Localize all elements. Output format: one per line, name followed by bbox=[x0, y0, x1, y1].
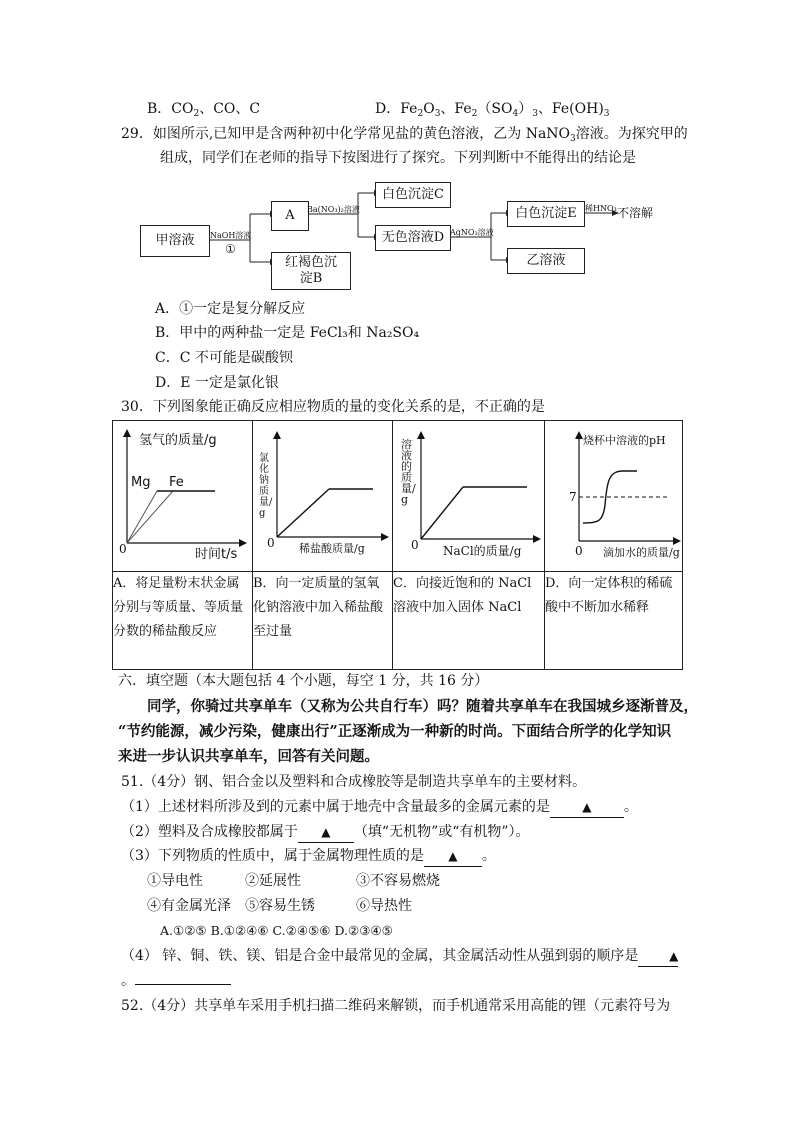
flow-box-a: A bbox=[271, 201, 309, 231]
graph-c-origin: 0 bbox=[411, 538, 419, 552]
graph-a-xlabel: 时间t/s bbox=[195, 547, 238, 562]
q51-blank-1[interactable]: ▲ bbox=[550, 797, 624, 818]
caption-d: D．向一定体积的稀硫酸中不断加水稀释 bbox=[545, 572, 683, 670]
graph-a-origin: 0 bbox=[119, 542, 127, 556]
graph-b-xlabel: 稀盐酸质量/g bbox=[299, 542, 365, 555]
q51-opt-4: ④有金属光泽 bbox=[147, 898, 231, 914]
q29-option-b: B．甲中的两种盐一定是 FeCl₃和 Na₂SO₄ bbox=[155, 325, 420, 341]
section-6-title: 六．填空题（本大题包括 4 个小题，每空 1 分，共 16 分） bbox=[118, 673, 489, 689]
q28-option-d: D．$Fe_2O_3$、$Fe_2(SO_4)_3$、$Fe(OH)_3$ bbox=[375, 101, 610, 119]
graph-a-fe: Fe bbox=[169, 475, 184, 490]
q52-stem: 52.（4分）共享单车采用手机扫描二维码来解锁，而手机通常采用高能的锂（元素符号为 bbox=[121, 998, 671, 1014]
section-6-intro-1: 同学，你骑过共享单车（又称为公共自行车）吗？随着共享单车在我国城乡逐渐普及， bbox=[147, 698, 698, 715]
label-circle-1: ① bbox=[225, 242, 236, 256]
graph-d-seven: 7 bbox=[569, 490, 577, 504]
flow-box-jia: 甲溶液 bbox=[140, 225, 210, 257]
graph-cell-d bbox=[545, 421, 683, 572]
label-hno3: 稀HNO₃ bbox=[585, 204, 617, 213]
section-6-intro-2: “节约能源，减少污染，健康出行”正逐渐成为一种新的时尚。下面结合所学的化学知识 bbox=[118, 723, 672, 740]
q51-part1: （1）上述材料所涉及到的元素中属于地壳中含量最多的金属元素的是 ▲ 。 bbox=[121, 797, 638, 818]
q30-stem: 30．下列图象能正确反应相应物质的量的变化关系的是，不正确的是 bbox=[121, 399, 545, 415]
flow-box-yi: 乙溶液 bbox=[507, 248, 585, 274]
q51-part2: （2）塑料及合成橡胶都属于 ▲ （填“无机物”或“有机物”）。 bbox=[121, 822, 530, 843]
caption-b: B．向一定质量的氢氧化钠溶液中加入稀盐酸至过量 bbox=[253, 572, 393, 670]
graph-cell-b bbox=[253, 421, 393, 572]
q29-stem-line1: 29．如图所示,已知甲是含两种初中化学常见盐的黄色溶液，乙为 NaNO$_3$溶液。为探究甲的 bbox=[121, 126, 688, 144]
graph-c-xlabel: NaCl的质量/g bbox=[443, 544, 522, 558]
graph-b-ylabel: 氯化钠质量/g bbox=[259, 453, 273, 519]
graph-a-ylabel: 氢气的质量/g bbox=[139, 433, 217, 448]
section-6-intro-3: 来进一步认识共享单车，回答有关问题。 bbox=[118, 748, 379, 765]
q51-opt-5: ⑤容易生锈 bbox=[245, 898, 315, 914]
q51-stem: 51.（4分）钢、铝合金以及塑料和合成橡胶等是制造共享单车的主要材料。 bbox=[121, 774, 587, 790]
flow-box-c: 白色沉淀C bbox=[375, 182, 451, 208]
q28-option-b: B．$CO_2$、CO、C bbox=[147, 101, 261, 119]
graph-a-mg: Mg bbox=[131, 475, 151, 490]
q51-opt-3: ③不容易燃烧 bbox=[356, 873, 440, 889]
q29-option-a: A．①一定是复分解反应 bbox=[155, 301, 306, 317]
q29-option-c: C．C 不可能是碳酸钡 bbox=[155, 350, 293, 366]
q51-opt-1: ①导电性 bbox=[147, 873, 203, 889]
q29-stem-line2: 组成，同学们在老师的指导下按图进行了探究。下列判断中不能得出的结论是 bbox=[160, 150, 636, 166]
q51-part4-cont: 。 bbox=[121, 971, 231, 991]
graph-d-xlabel: 滴加水的质量/g bbox=[603, 546, 680, 559]
q30-options-table bbox=[112, 420, 683, 670]
label-naoh: NaOH溶液 bbox=[210, 231, 252, 240]
q51-blank-4-cont[interactable] bbox=[135, 984, 231, 985]
q29-flow-arrows bbox=[0, 0, 794, 300]
q51-blank-2[interactable]: ▲ bbox=[298, 822, 354, 843]
q51-blank-3[interactable]: ▲ bbox=[424, 846, 482, 867]
flow-box-e: 白色沉淀E bbox=[507, 201, 585, 227]
label-ba-nitrate: Ba(NO₃)₂溶液 bbox=[307, 205, 360, 214]
q51-opt-6: ⑥导热性 bbox=[356, 898, 412, 914]
label-silver-nitrate: AgNO₃溶液 bbox=[450, 228, 494, 237]
label-insoluble: 不溶解 bbox=[617, 206, 654, 220]
graph-b-origin: 0 bbox=[267, 536, 275, 550]
q51-part3: （3）下列物质的性质中，属于金属物理性质的是 ▲ 。 bbox=[121, 846, 496, 867]
flow-box-d: 无色溶液D bbox=[375, 225, 451, 251]
q51-opt-2: ②延展性 bbox=[245, 873, 301, 889]
q51-part4: （4） 锌、铜、铁、镁、铝是合金中最常见的金属，其金属活动性从强到弱的顺序是 ▲ bbox=[121, 946, 678, 967]
graph-c-ylabel: 溶液的质量/g bbox=[401, 438, 416, 506]
graph-cell-a bbox=[113, 421, 253, 572]
graph-d-ylabel: 烧杯中溶液的pH bbox=[583, 434, 666, 447]
q51-choices: A.①②⑤ B.①②④⑥ C.②④⑤⑥ D.②③④⑤ bbox=[160, 923, 393, 938]
q29-option-d: D．E 一定是氯化银 bbox=[155, 375, 279, 391]
caption-c: C．向接近饱和的 NaCl 溶液中加入固体 NaCl bbox=[393, 572, 545, 670]
flow-box-b: 红褐色沉淀B bbox=[271, 252, 351, 290]
caption-a: A．将足量粉末状金属分别与等质量、等质量分数的稀盐酸反应 bbox=[113, 572, 253, 670]
graph-d-origin: 0 bbox=[575, 544, 583, 558]
graph-cell-c bbox=[393, 421, 545, 572]
q51-blank-4[interactable]: ▲ bbox=[638, 946, 678, 967]
